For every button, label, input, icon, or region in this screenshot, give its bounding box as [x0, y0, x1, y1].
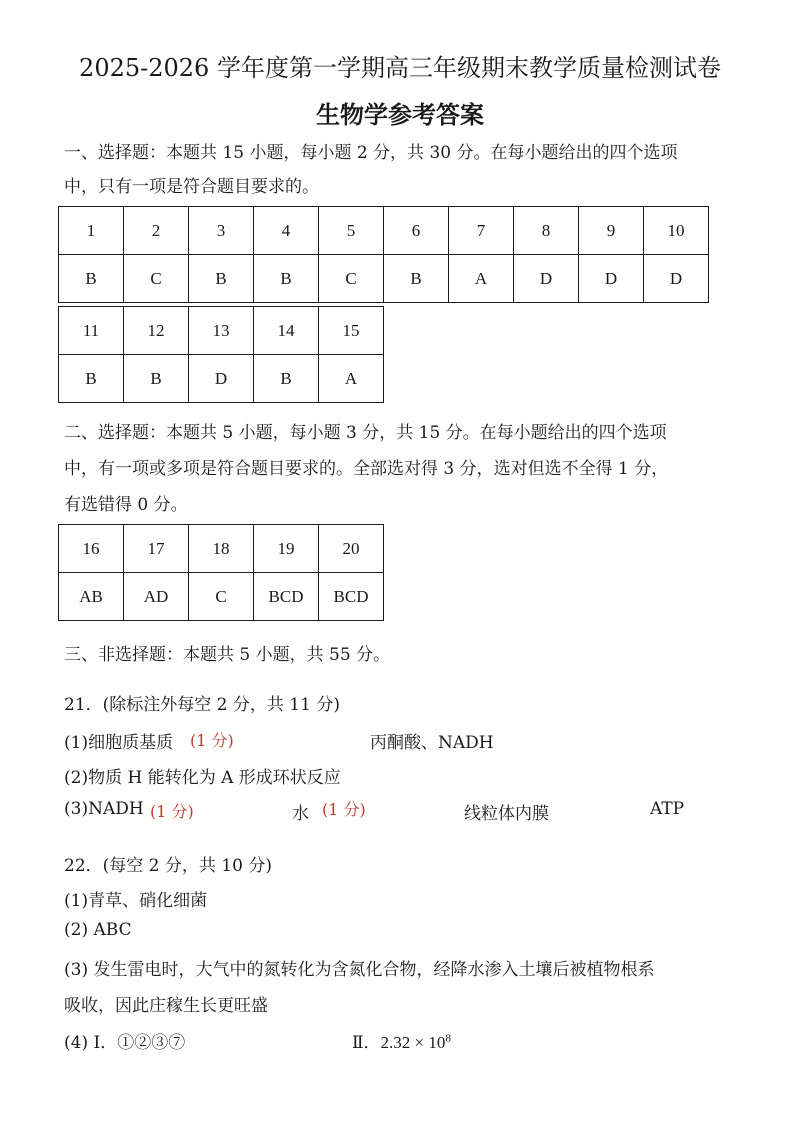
question-number-cell: 1 — [59, 207, 124, 255]
question-number-cell: 4 — [254, 207, 319, 255]
q22-answer-3-line2: 吸收，因此庄稼生长更旺盛 — [64, 996, 268, 1016]
section1-instructions-line1: 一、选择题：本题共 15 小题，每小题 2 分，共 30 分。在每小题给出的四个选项 — [64, 143, 678, 163]
answer-cell: BCD — [254, 573, 319, 621]
q22-answer-1: (1)青草、硝化细菌 — [64, 891, 208, 911]
q21-header: 21．(除标注外每空 2 分，共 11 分) — [64, 695, 340, 715]
question-number-cell: 7 — [449, 207, 514, 255]
q22-answer-4b — [352, 1028, 451, 1053]
section2-answer-table — [58, 524, 384, 621]
section2-instructions-line1: 二、选择题：本题共 5 小题，每小题 3 分，共 15 分。在每小题给出的四个选项 — [64, 423, 667, 443]
answer-cell: D — [514, 255, 579, 303]
q21-answer-1-score-note: (1 分) — [190, 731, 234, 750]
answer-cell: C — [124, 255, 189, 303]
answer-cell: BCD — [319, 573, 384, 621]
question-number-cell: 16 — [59, 525, 124, 573]
question-number-cell: 19 — [254, 525, 319, 573]
section1-answer-table-row2 — [58, 306, 384, 403]
q22-header: 22．(每空 2 分，共 10 分) — [64, 856, 272, 876]
answer-cell: A — [449, 255, 514, 303]
section2-instructions-line3: 有选错得 0 分。 — [64, 495, 188, 515]
question-number-cell: 17 — [124, 525, 189, 573]
q21-answer-3-score-note: (1 分) — [150, 802, 194, 821]
answer-cell: B — [124, 355, 189, 403]
table-row — [59, 307, 384, 355]
q21-answer-3b: 水 — [292, 804, 309, 824]
section1-instructions-line2: 中，只有一项是符合题目要求的。 — [64, 177, 319, 197]
answer-cell: B — [59, 255, 124, 303]
table-row — [59, 207, 709, 255]
q21-answer-1b: 丙酮酸、NADH — [370, 733, 494, 753]
question-number-cell: 6 — [384, 207, 449, 255]
question-number-cell: 2 — [124, 207, 189, 255]
answer-cell: A — [319, 355, 384, 403]
q21-answer-3d: ATP — [650, 799, 685, 819]
answer-cell: B — [384, 255, 449, 303]
section2-instructions-line2: 中，有一项或多项是符合题目要求的。全部选对得 3 分，选对但选不全得 1 分， — [64, 459, 669, 479]
table-row — [59, 355, 384, 403]
question-number-cell: 11 — [59, 307, 124, 355]
q21-answer-2: (2)物质 H 能转化为 A 形成环状反应 — [64, 768, 341, 788]
q21-answer-3: (3)NADH — [64, 799, 144, 819]
question-number-cell: 13 — [189, 307, 254, 355]
answer-cell: D — [189, 355, 254, 403]
question-number-cell: 15 — [319, 307, 384, 355]
q22-answer-2: (2) ABC — [64, 920, 132, 940]
question-number-cell: 8 — [514, 207, 579, 255]
q21-answer-1: (1)细胞质基质 — [64, 733, 174, 753]
answer-cell: B — [254, 255, 319, 303]
answer-cell: C — [189, 573, 254, 621]
question-number-cell: 18 — [189, 525, 254, 573]
answer-cell: D — [579, 255, 644, 303]
section3-header: 三、非选择题：本题共 5 小题，共 55 分。 — [64, 645, 391, 665]
q22-answer-4b-base: Ⅱ．2.32 × 10 — [352, 1033, 446, 1052]
answer-cell: B — [59, 355, 124, 403]
section1-answer-table-row1 — [58, 206, 709, 303]
q21-answer-3c: 线粒体内膜 — [464, 804, 549, 824]
answer-cell: D — [644, 255, 709, 303]
q22-answer-4b-exponent: 8 — [445, 1032, 451, 1045]
answer-cell: B — [254, 355, 319, 403]
table-row — [59, 525, 384, 573]
table-row — [59, 255, 709, 303]
question-number-cell: 12 — [124, 307, 189, 355]
q21-answer-3b-score-note: (1 分) — [322, 800, 366, 819]
question-number-cell: 3 — [189, 207, 254, 255]
answer-key-title: 生物学参考答案 — [316, 100, 484, 129]
exam-title: 2025-2026 学年度第一学期高三年级期末教学质量检测试卷 — [79, 54, 721, 82]
question-number-cell: 20 — [319, 525, 384, 573]
question-number-cell: 14 — [254, 307, 319, 355]
question-number-cell: 5 — [319, 207, 384, 255]
answer-cell: AB — [59, 573, 124, 621]
table-row — [59, 573, 384, 621]
answer-cell: C — [319, 255, 384, 303]
answer-cell: B — [189, 255, 254, 303]
q22-answer-4a: (4) Ⅰ．①②③⑦ — [64, 1033, 186, 1053]
question-number-cell: 9 — [579, 207, 644, 255]
q22-answer-3-line1: (3) 发生雷电时，大气中的氮转化为含氮化合物，经降水渗入土壤后被植物根系 — [64, 960, 655, 980]
answer-cell: AD — [124, 573, 189, 621]
question-number-cell: 10 — [644, 207, 709, 255]
